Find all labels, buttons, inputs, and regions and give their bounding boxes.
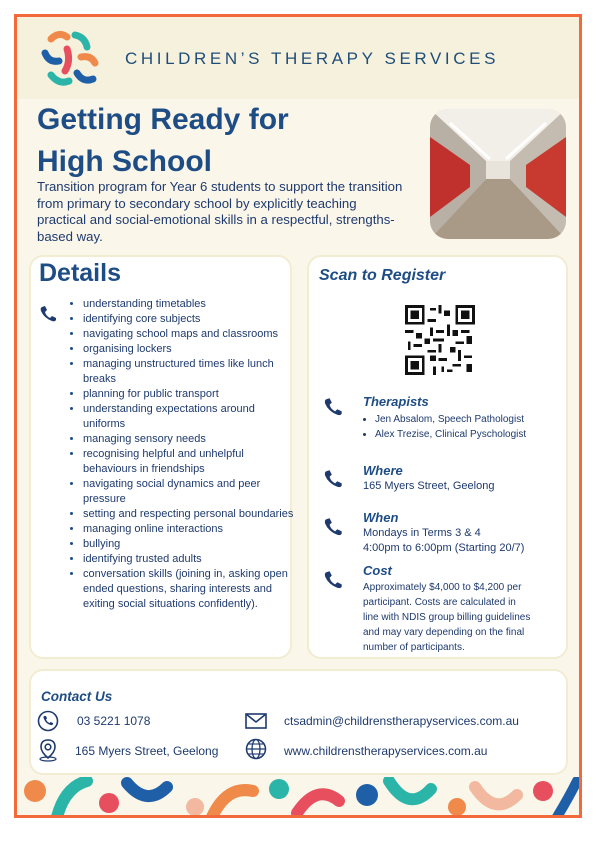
details-item: • organising lockers xyxy=(83,342,297,357)
when-line-1: Mondays in Terms 3 & 4 xyxy=(363,527,481,539)
school-hallway-photo xyxy=(430,109,566,239)
cost-line: participant. Costs are calculated in xyxy=(363,597,516,608)
cost-line: and may vary depending on the final xyxy=(363,627,525,638)
flyer-frame xyxy=(14,14,582,818)
phone-circle-icon xyxy=(37,710,59,732)
contact-website[interactable]: www.childrenstherapyservices.com.au xyxy=(284,744,488,758)
location-pin-icon xyxy=(37,738,59,762)
cost-heading: Cost xyxy=(363,563,392,578)
brand-name: CHILDREN’S THERAPY SERVICES xyxy=(125,49,500,68)
cost-line: Approximately $4,000 to $4,200 per xyxy=(363,582,522,593)
email-icon xyxy=(245,713,267,729)
details-item: • planning for public transport xyxy=(83,387,297,402)
page-title xyxy=(37,99,289,183)
cost-line: number of participants. xyxy=(363,642,465,653)
details-item: • bullying xyxy=(83,537,297,552)
details-card xyxy=(29,255,292,659)
details-item: • recognising helpful and unhelpful behaviours in friendships xyxy=(83,447,297,477)
header-band xyxy=(17,17,579,99)
details-item: • managing online interactions xyxy=(83,522,297,537)
details-item: • navigating school maps and classrooms xyxy=(83,327,297,342)
brand-logo xyxy=(37,27,103,93)
contact-phone[interactable]: 03 5221 1078 xyxy=(77,714,151,728)
cost-line: line with NDIS group billing guidelines xyxy=(363,612,531,623)
details-item: • identifying trusted adults xyxy=(83,552,297,567)
title-line-2: High School xyxy=(37,145,212,178)
therapists-heading: Therapists xyxy=(363,394,429,409)
therapists-list xyxy=(363,412,526,442)
register-heading: Scan to Register xyxy=(319,267,446,284)
phone-icon xyxy=(323,397,345,417)
where-heading: Where xyxy=(363,463,403,478)
decorative-footer-pattern xyxy=(17,777,579,818)
details-item: • conversation skills (joining in, asking open ended questions, sharing interests and exiting social situations confidently). xyxy=(83,567,297,612)
details-item: • navigating social dynamics and peer pressure xyxy=(83,477,297,507)
qr-code-icon[interactable] xyxy=(405,305,475,375)
contact-heading: Contact Us xyxy=(41,689,113,704)
phone-icon xyxy=(39,305,59,323)
details-item: • understanding timetables xyxy=(83,297,297,312)
contact-address: 165 Myers Street, Geelong xyxy=(75,744,219,758)
register-card xyxy=(307,255,568,659)
contact-email[interactable]: ctsadmin@childrenstherapyservices.com.au xyxy=(284,714,519,728)
details-item: • managing sensory needs xyxy=(83,432,297,447)
details-item: • identifying core subjects xyxy=(83,312,297,327)
therapist-item: • Alex Trezise, Clinical Pyschologist xyxy=(375,427,526,442)
details-item: • managing unstructured times like lunch breaks xyxy=(83,357,297,387)
when-heading: When xyxy=(363,510,399,525)
phone-icon xyxy=(323,517,345,537)
details-list xyxy=(67,297,297,612)
therapist-item: • Jen Absalom, Speech Pathologist xyxy=(375,412,526,427)
details-item: • understanding expectations around uniforms xyxy=(83,402,297,432)
title-line-1: Getting Ready for xyxy=(37,103,289,136)
globe-icon xyxy=(245,738,267,760)
phone-icon xyxy=(323,570,345,590)
where-text: 165 Myers Street, Geelong xyxy=(363,480,495,492)
when-line-2: 4:00pm to 6:00pm (Starting 20/7) xyxy=(363,542,525,554)
phone-icon xyxy=(323,469,345,489)
details-heading: Details xyxy=(39,259,121,287)
intro-text: Transition program for Year 6 students to support the transition from primary to secondary school by explicitly teaching practical and social-emotional skills in a respectful, strengths-based way. xyxy=(37,179,403,244)
details-item: • setting and respecting personal boundaries xyxy=(83,507,297,522)
